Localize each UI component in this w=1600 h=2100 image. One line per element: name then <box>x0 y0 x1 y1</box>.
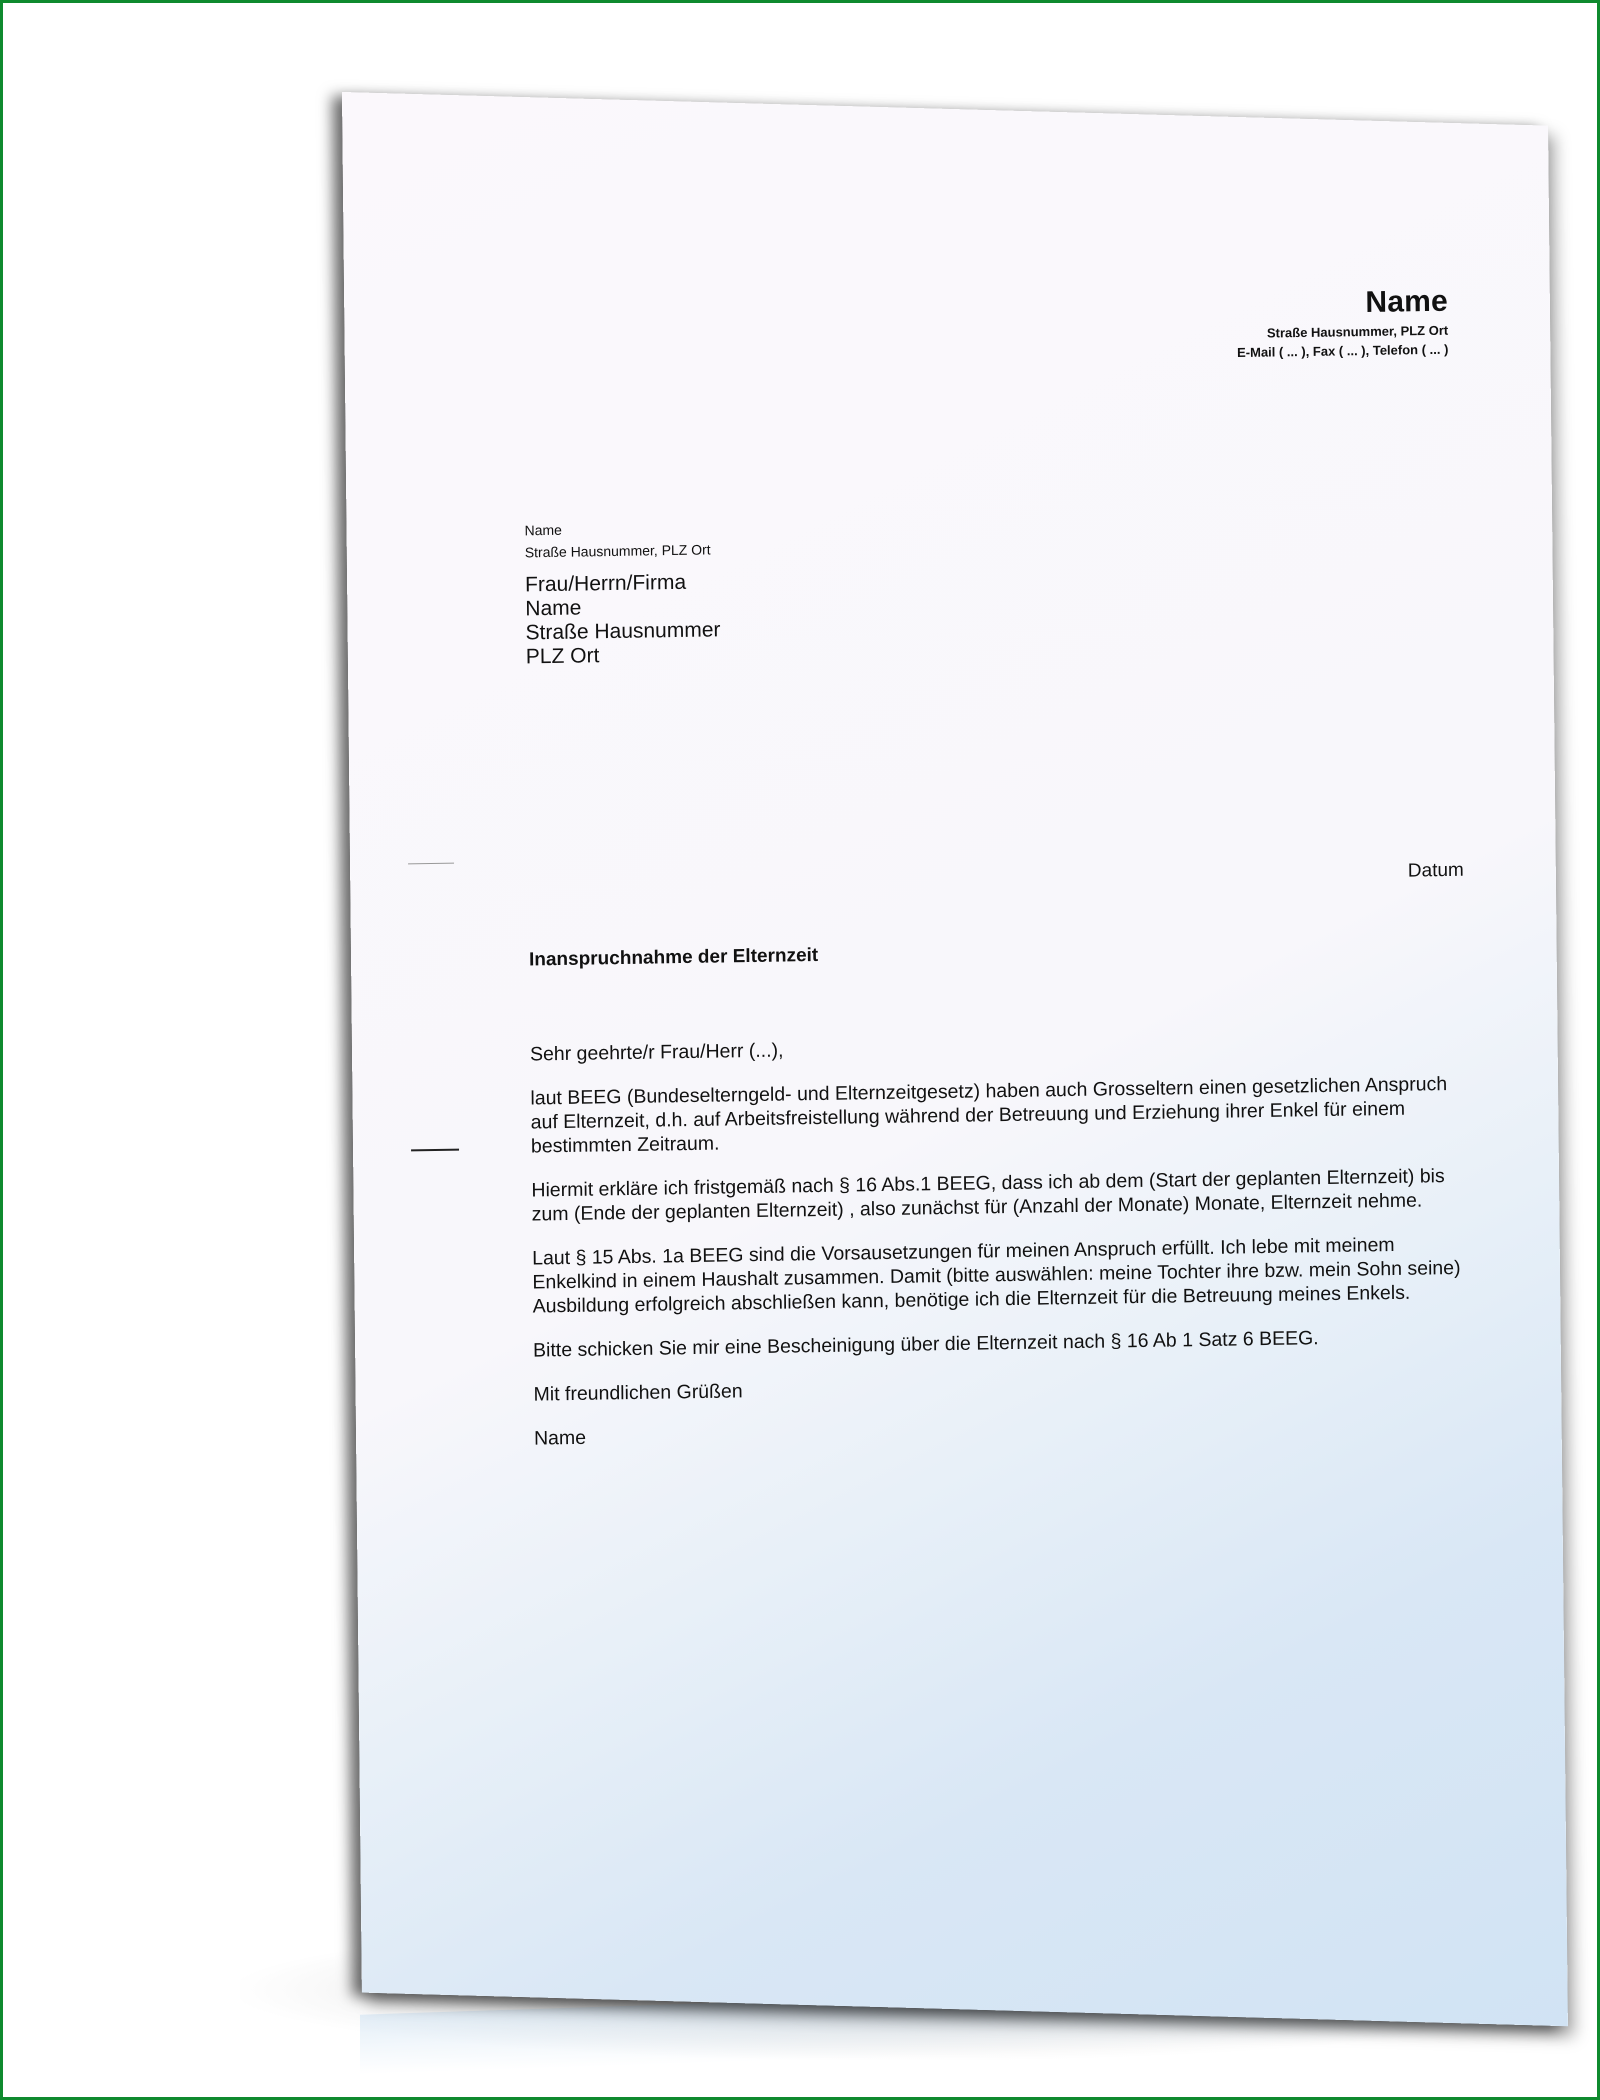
body-paragraph: laut BEEG (Bundeselterngeld- und Elternzeitgesetz) haben auch Grosseltern einen gesetzlichen Anspruch auf Elternzeit, d.h. auf Arbeitsfreistellung während der Betreuung und Erziehung ihrer Enkel für einem bestimmten Zeitraum. <box>530 1073 1448 1158</box>
sender-address: Straße Hausnummer, PLZ Ort <box>1266 322 1449 341</box>
return-address-name: Name <box>524 521 562 539</box>
return-address <box>524 516 710 563</box>
recipient-salutation: Frau/Herrn/Firma <box>524 570 687 597</box>
letter-body <box>530 1028 1464 1471</box>
letter-closing: Mit freundlichen Grüßen <box>533 1380 743 1406</box>
recipient-city: PLZ Ort <box>525 644 600 669</box>
recipient-street: Straße Hausnummer <box>525 618 721 645</box>
sender-name: Name <box>1365 284 1449 319</box>
letter-greeting: Sehr geehrte/r Frau/Herr (...), <box>529 1039 784 1066</box>
body-paragraph: Laut § 15 Abs. 1a BEEG sind die Vorsausetzungen für meinen Anspruch erfüllt. Ich lebe mit meinem Enkelkind in einem Haushalt zusammen. Damit (bitte auswählen: meine Tochter ihre bzw. mein Sohn seine) Ausbildung erfolgreich abschließen kann, benötige ich die Elternzeit für die Betreuung meines Enkels. <box>532 1233 1461 1318</box>
fold-mark-top <box>408 863 454 865</box>
fold-mark-middle <box>411 1149 459 1152</box>
letter-content <box>342 73 1567 1993</box>
body-paragraph: Bitte schicken Sie mir eine Bescheinigung über die Elternzeit nach § 16 Ab 1 Satz 6 BEEG. <box>533 1327 1319 1362</box>
sender-contact: E-Mail ( ... ), Fax ( ... ), Telefon ( ... ) <box>1236 341 1449 361</box>
sender-header <box>1236 285 1448 360</box>
body-paragraph: Hiermit erkläre ich fristgemäß nach § 16 Abs.1 BEEG, dass ich ab dem (Start der geplanten Elternzeit) bis zum (Ende der geplanten Elternzeit) , also zunächst für (Anzahl der Monate) Monate, Elternzeit nehme. <box>531 1165 1445 1226</box>
return-address-line: Straße Hausnummer, PLZ Ort <box>524 541 711 561</box>
letter-date: Datum <box>1407 859 1464 882</box>
letter-page <box>342 92 1568 2026</box>
recipient-address <box>525 570 721 669</box>
letter-subject: Inanspruchnahme der Elternzeit <box>528 944 819 971</box>
recipient-name: Name <box>525 596 582 621</box>
letter-signature: Name <box>533 1426 587 1450</box>
